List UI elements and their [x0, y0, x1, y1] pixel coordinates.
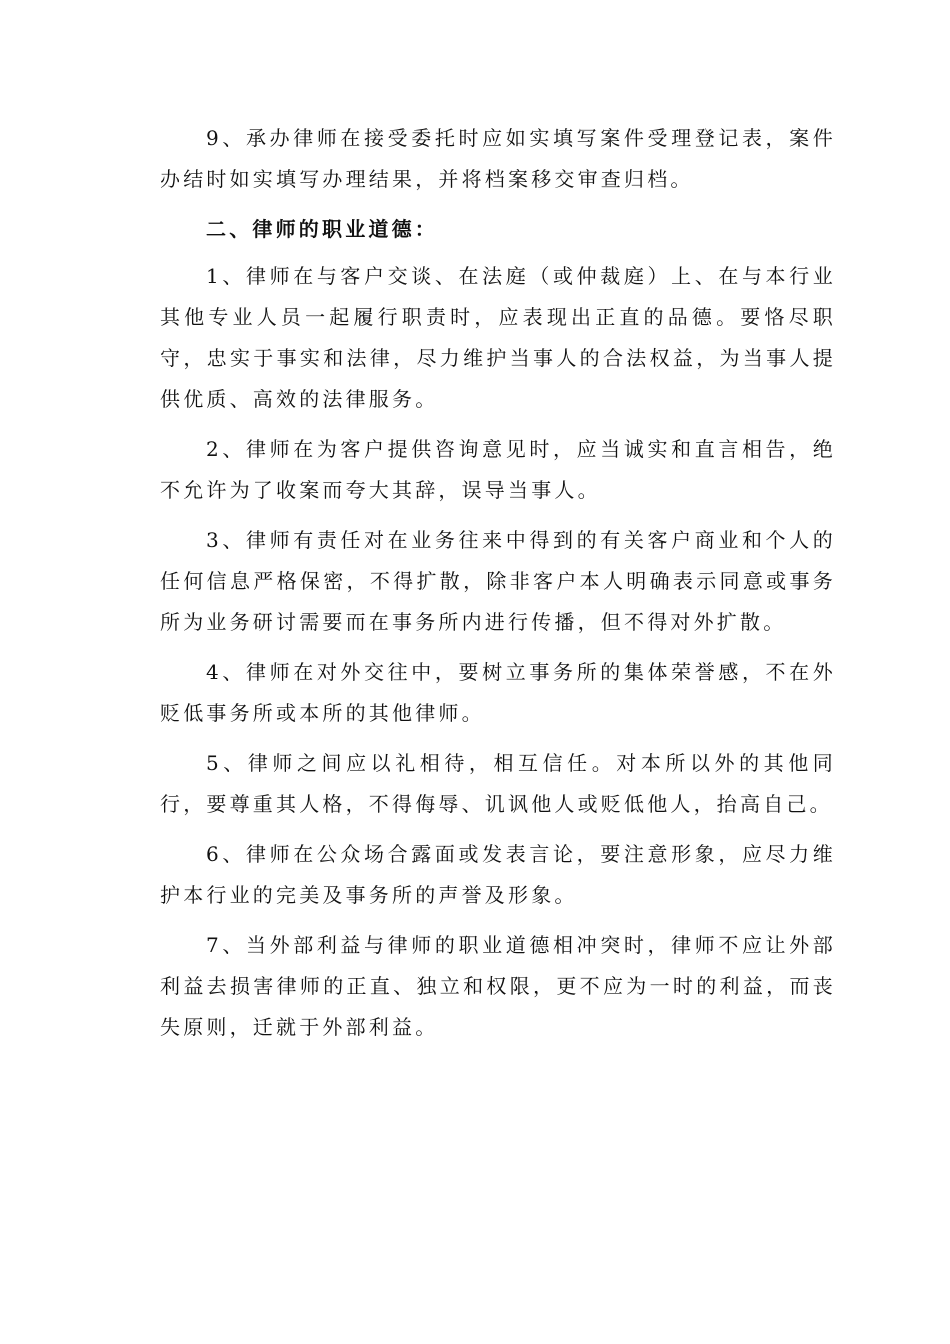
ethics-item-6: 6、律师在公众场合露面或发表言论，要注意形象，应尽力维护本行业的完美及事务所的声誉及形象。 [160, 842, 836, 907]
section-heading: 二、律师的职业道德： [206, 217, 438, 241]
ethics-item-5: 5、律师之间应以礼相待，相互信任。对本所以外的其他同行，要尊重其人格，不得侮辱、讥讽他人或贬低他人，抬高自己。 [160, 751, 836, 816]
ethics-item-4: 4、律师在对外交往中，要树立事务所的集体荣誉感，不在外贬低事务所或本所的其他律师。 [160, 660, 836, 725]
ethics-item-7: 7、当外部利益与律师的职业道德相冲突时，律师不应让外部利益去损害律师的正直、独立和权限，更不应为一时的利益，而丧失原则，迁就于外部利益。 [160, 933, 836, 1039]
ethics-item-2: 2、律师在为客户提供咨询意见时，应当诚实和直言相告，绝不允许为了收案而夸大其辞，误导当事人。 [160, 437, 836, 502]
ethics-item-3: 3、律师有责任对在业务往来中得到的有关客户商业和个人的任何信息严格保密，不得扩散，除非客户本人明确表示同意或事务所为业务研讨需要而在事务所内进行传播，但不得对外扩散。 [160, 528, 836, 634]
paragraph-item-9: 9、承办律师在接受委托时应如实填写案件受理登记表，案件办结时如实填写办理结果，并将档案移交审查归档。 [160, 126, 836, 191]
document-page [160, 118, 836, 1057]
ethics-item-1: 1、律师在与客户交谈、在法庭（或仲裁庭）上、在与本行业其他专业人员一起履行职责时，应表现出正直的品德。要恪尽职守，忠实于事实和法律，尽力维护当事人的合法权益，为当事人提供优质、高效的法律服务。 [160, 264, 836, 411]
